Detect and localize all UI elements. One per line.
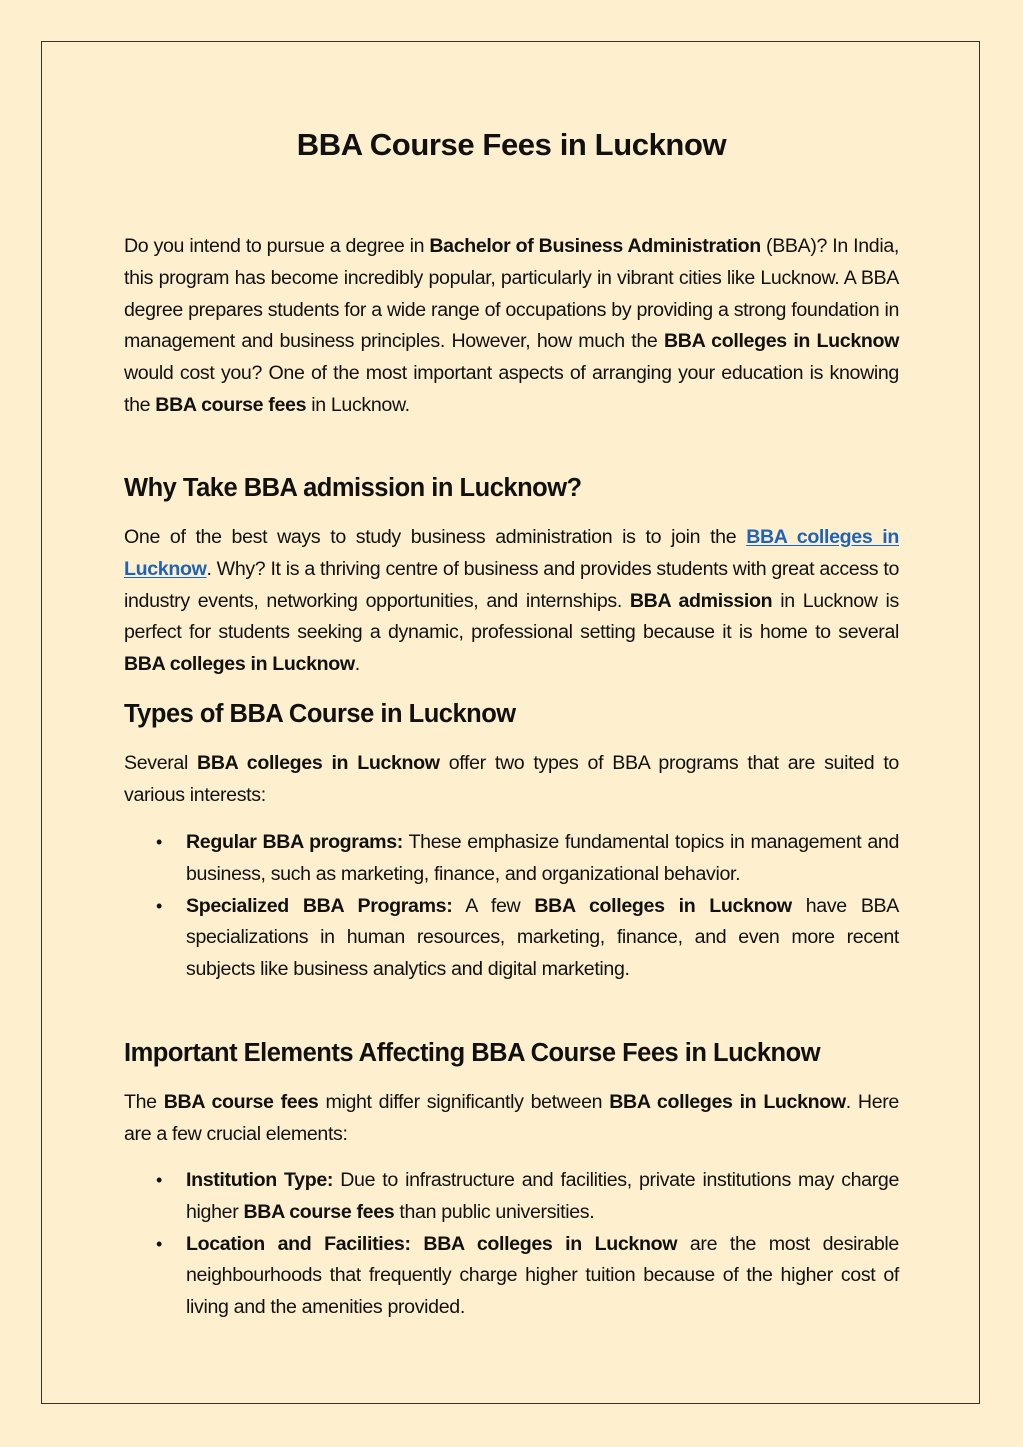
list-item: • Regular BBA programs: These emphasize fundamental topics in management and business, such as marketing, finance, and organizational behavior. (124, 827, 899, 891)
document-title: BBA Course Fees in Lucknow (296, 127, 727, 162)
bba-colleges-link[interactable]: BBA colleges in Lucknow (124, 526, 899, 580)
bold-term: BBA course fees (243, 1200, 395, 1223)
bold-term: BBA colleges in Lucknow (534, 894, 792, 917)
bullet-icon: • (156, 1170, 162, 1190)
list-item-label: Institution Type: (186, 1169, 334, 1191)
bold-term: BBA colleges in Lucknow (124, 653, 355, 676)
elements-paragraph: The BBA course fees might differ significantly between BBA colleges in Lucknow. Here are a few crucial elements: (124, 1091, 899, 1145)
list-item: • Institution Type: Due to infrastructure and facilities, private institutions may charge higher BBA course fees than public universities. (124, 1165, 899, 1229)
bold-term: BBA colleges in Lucknow (197, 752, 440, 774)
list-item: • Specialized BBA Programs: A few BBA colleges in Lucknow have BBA specializations in human resources, marketing, finance, and even more recent subjects like business analytics and digital marketing. (124, 891, 899, 986)
bullet-icon: • (156, 895, 162, 916)
bold-term: BBA course fees (155, 393, 307, 416)
bold-term: BBA course fees (163, 1091, 319, 1113)
section-heading-why: Why Take BBA admission in Lucknow? (124, 474, 582, 502)
bold-term: BBA colleges in Lucknow (664, 330, 900, 353)
bold-term: BBA colleges in Lucknow (609, 1091, 846, 1113)
list-item: • Location and Facilities: BBA colleges in Lucknow are the most desirable neighbourhoods that frequently charge higher tuition because of the higher cost of living and the amenities provided. (124, 1229, 899, 1324)
bold-term: Bachelor of Business Administration (429, 235, 761, 257)
why-paragraph: One of the best ways to study business administration is to join the BBA colleges in Lucknow. Why? It is a thriving centre of business and provides students with great access to industry events, networking opportunities, and internships. BBA admission in Lucknow is perfect for students seeking a dynamic, professional setting because it is home to several BBA colleges in Lucknow. (124, 526, 899, 676)
elements-list (124, 1165, 899, 1324)
list-item-label: Specialized BBA Programs: (186, 894, 453, 917)
types-list (124, 827, 899, 986)
bullet-icon: • (156, 832, 162, 852)
section-heading-types: Types of BBA Course in Lucknow (124, 700, 516, 728)
section-heading-elements: Important Elements Affecting BBA Course Fees in Lucknow (124, 1039, 821, 1067)
types-paragraph: Several BBA colleges in Lucknow offer two types of BBA programs that are suited to various interests: (124, 752, 899, 806)
bold-term: BBA admission (629, 589, 773, 612)
intro-paragraph: Do you intend to pursue a degree in Bachelor of Business Administration (BBA)? In India, this program has become incredibly popular, particularly in vibrant cities like Lucknow. A BBA degree prepares students for a wide range of occupations by providing a strong foundation in management and business principles. However, how much the BBA colleges in Lucknow would cost you? One of the most important aspects of arranging your education is knowing the BBA course fees in Lucknow. (124, 235, 900, 416)
bullet-icon: • (156, 1233, 162, 1254)
list-item-label: Location and Facilities: BBA colleges in Lucknow (186, 1232, 678, 1255)
list-item-label: Regular BBA programs: (186, 831, 403, 853)
